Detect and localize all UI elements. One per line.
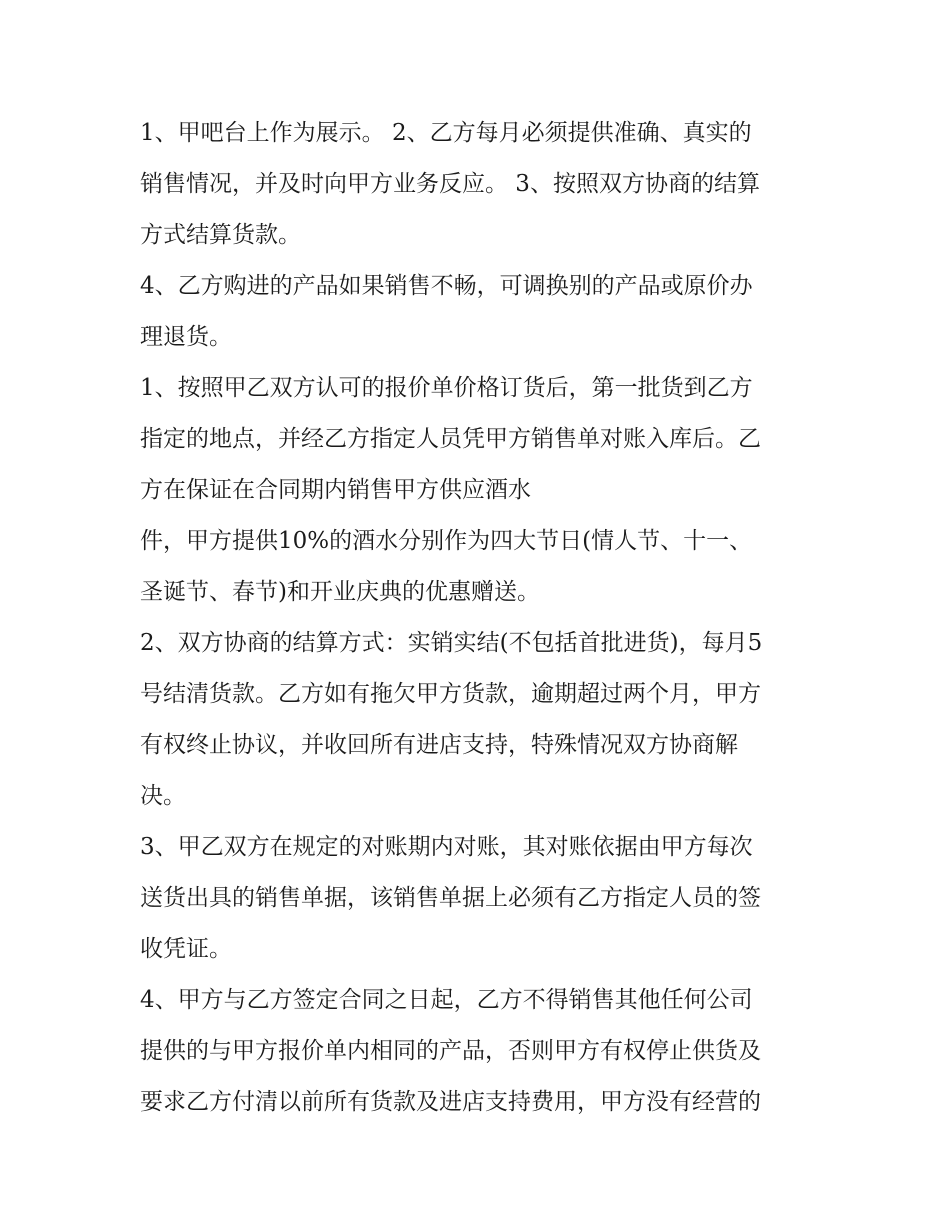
text-line: 理退货。 [140,324,232,350]
text-line: 1、甲吧台上作为展示。 2、乙方每月必须提供准确、真实的 [140,120,752,146]
text-line: 3、甲乙双方在规定的对账期内对账，其对账依据由甲方每次 [140,834,753,860]
paragraph-settlement [140,618,820,822]
paragraph-holiday-gifts [140,516,820,618]
paragraph-return-goods [140,261,820,363]
text-line: 1、按照甲乙双方认可的报价单价格订货后，第一批货到乙方 [140,375,753,401]
document-body [140,108,820,1128]
text-line: 要求乙方付清以前所有货款及进店支持费用，甲方没有经营的 [140,1089,761,1115]
paragraph-exclusivity [140,975,820,1128]
text-line: 送货出具的销售单据，该销售单据上必须有乙方指定人员的签 [140,885,761,911]
text-line: 销售情况，并及时向甲方业务反应。 3、按照双方协商的结算 [140,171,760,197]
paragraph-display-and-sales [140,108,820,261]
paragraph-ordering [140,363,820,516]
text-line: 方式结算货款。 [140,222,301,248]
text-line: 提供的与甲方报价单内相同的产品，否则甲方有权停止供货及 [140,1038,761,1064]
text-line: 4、甲方与乙方签定合同之日起，乙方不得销售其他任何公司 [140,987,753,1013]
text-line: 收凭证。 [140,936,232,962]
text-line: 件，甲方提供10%的酒水分别作为四大节日(情人节、十一、 [140,528,753,554]
text-line: 决。 [140,783,186,809]
text-line: 4、乙方购进的产品如果销售不畅，可调换别的产品或原价办 [140,273,753,299]
text-line: 圣诞节、春节)和开业庆典的优惠赠送。 [140,579,540,605]
text-line: 2、双方协商的结算方式：实销实结(不包括首批进货)，每月5 [140,630,763,656]
paragraph-reconciliation [140,822,820,975]
text-line: 号结清货款。乙方如有拖欠甲方货款，逾期超过两个月，甲方 [140,681,761,707]
text-line: 方在保证在合同期内销售甲方供应酒水 [140,477,531,503]
text-line: 有权终止协议，并收回所有进店支持，特殊情况双方协商解 [140,732,738,758]
text-line: 指定的地点，并经乙方指定人员凭甲方销售单对账入库后。乙 [140,426,761,452]
